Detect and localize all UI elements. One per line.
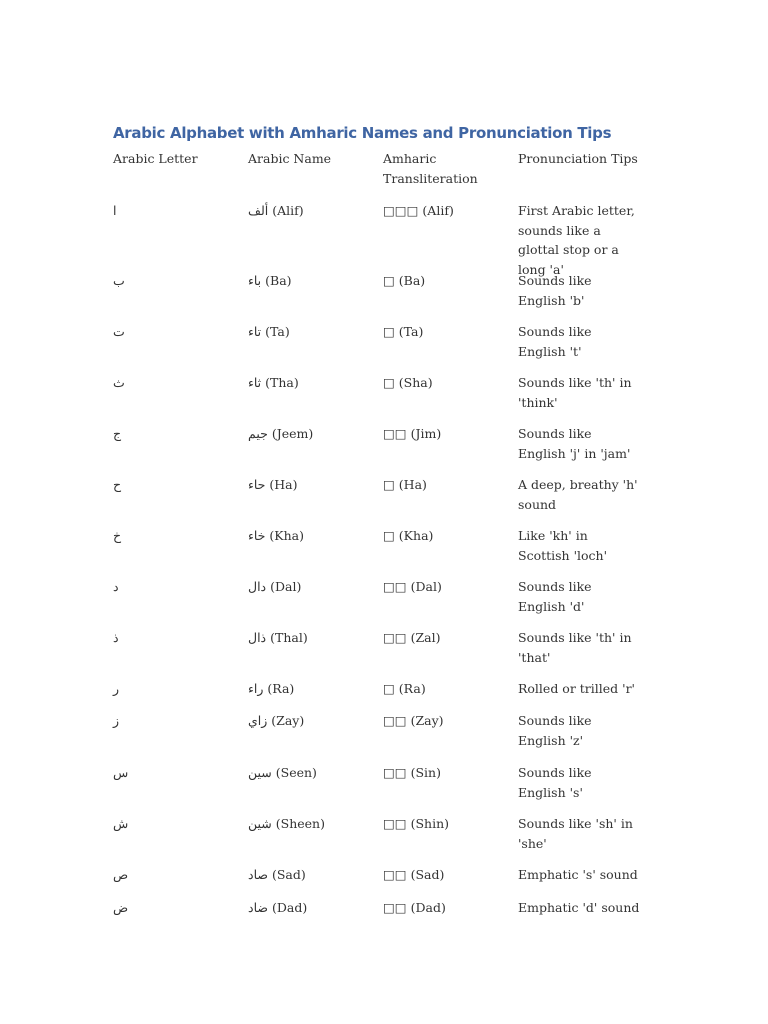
arabic-letter-cell	[113, 201, 248, 271]
table-row	[113, 526, 653, 577]
document-title: Arabic Alphabet with Amharic Names and Pronunciation Tips	[113, 124, 612, 142]
table-row	[113, 475, 653, 526]
arabic-letter: س	[113, 765, 129, 780]
amharic-script: □□	[383, 867, 407, 882]
amharic-transliteration-cell	[383, 763, 518, 814]
arabic-letter: ت	[113, 324, 125, 339]
pronunciation-tip-cell: A deep, breathy 'h' sound	[518, 477, 638, 512]
arabic-name-cell	[248, 526, 383, 577]
arabic-name-script: صاد	[248, 867, 268, 882]
pronunciation-tip-cell: Sounds like English 'j' in 'jam'	[518, 426, 631, 461]
arabic-name-latin: (Ha)	[269, 477, 298, 492]
arabic-name-cell	[248, 865, 383, 898]
amharic-script: □	[383, 681, 395, 696]
arabic-name-script: باء	[248, 273, 262, 288]
amharic-transliteration-cell	[383, 526, 518, 577]
table-row	[113, 322, 653, 373]
arabic-name-script: ثاء	[248, 375, 262, 390]
amharic-transliteration-cell	[383, 628, 518, 679]
arabic-name-script: ألف	[248, 203, 269, 218]
amharic-latin: (Shin)	[410, 816, 450, 831]
arabic-name-latin: (Seen)	[275, 765, 317, 780]
arabic-letter-cell	[113, 763, 248, 814]
arabic-name-cell	[248, 711, 383, 763]
amharic-transliteration-cell	[383, 577, 518, 628]
pronunciation-tip-cell: Sounds like English 's'	[518, 765, 592, 800]
amharic-transliteration-cell	[383, 373, 518, 424]
amharic-script: □	[383, 528, 395, 543]
arabic-name-cell	[248, 271, 383, 322]
pronunciation-tip-cell: Emphatic 'd' sound	[518, 900, 640, 915]
arabic-name-latin: (Sheen)	[275, 816, 325, 831]
arabic-letter-cell	[113, 865, 248, 898]
arabic-name-cell	[248, 628, 383, 679]
table-header-row	[113, 149, 653, 201]
amharic-transliteration-cell	[383, 322, 518, 373]
amharic-script: □□	[383, 713, 407, 728]
arabic-letter: ص	[113, 867, 129, 882]
table-row	[113, 679, 653, 711]
pronunciation-tip-cell: Sounds like 'th' in 'that'	[518, 630, 632, 665]
arabic-name-cell	[248, 201, 383, 271]
arabic-letter: خ	[113, 528, 122, 543]
arabic-letter: ب	[113, 273, 125, 288]
amharic-transliteration-cell	[383, 711, 518, 763]
amharic-script: □□	[383, 900, 407, 915]
amharic-script: □□	[383, 579, 407, 594]
table-row	[113, 577, 653, 628]
amharic-script: □□	[383, 765, 407, 780]
arabic-name-script: ضاد	[248, 900, 268, 915]
arabic-name-cell	[248, 475, 383, 526]
table-row	[113, 814, 653, 865]
amharic-script: □	[383, 324, 395, 339]
amharic-script: □	[383, 477, 395, 492]
arabic-letter-cell	[113, 577, 248, 628]
pronunciation-tip-cell: First Arabic letter, sounds like a glottal stop or a long 'a'	[518, 203, 635, 277]
amharic-script: □□	[383, 426, 407, 441]
table-row	[113, 898, 653, 931]
pronunciation-tip-cell: Sounds like 'sh' in 'she'	[518, 816, 633, 851]
amharic-latin: (Zay)	[410, 713, 444, 728]
table-row	[113, 711, 653, 763]
arabic-letter: ح	[113, 477, 122, 492]
arabic-name-cell	[248, 424, 383, 475]
pronunciation-tip-cell: Emphatic 's' sound	[518, 867, 638, 882]
arabic-letter-cell	[113, 679, 248, 711]
arabic-letter-cell	[113, 475, 248, 526]
amharic-latin: (Ba)	[398, 273, 426, 288]
arabic-name-script: سين	[248, 765, 272, 780]
arabic-letter: ز	[113, 713, 120, 728]
header-pronunciation-tips: Pronunciation Tips	[518, 151, 638, 166]
amharic-latin: (Dad)	[410, 900, 446, 915]
arabic-name-cell	[248, 322, 383, 373]
arabic-name-latin: (Ba)	[265, 273, 292, 288]
arabic-letter-cell	[113, 628, 248, 679]
arabic-name-script: شين	[248, 816, 272, 831]
arabic-letter: د	[113, 579, 119, 594]
arabic-name-cell	[248, 679, 383, 711]
amharic-latin: (Jim)	[410, 426, 442, 441]
amharic-transliteration-cell	[383, 271, 518, 322]
arabic-name-latin: (Tha)	[265, 375, 299, 390]
amharic-transliteration-cell	[383, 424, 518, 475]
arabic-name-script: جيم	[248, 426, 268, 441]
header-amharic-transliteration: Amharic Transliteration	[383, 151, 478, 186]
arabic-name-latin: (Dad)	[271, 900, 308, 915]
pronunciation-tip-cell: Like 'kh' in Scottish 'loch'	[518, 528, 608, 563]
arabic-name-latin: (Jeem)	[271, 426, 314, 441]
table-row	[113, 763, 653, 814]
arabic-letter: ذ	[113, 630, 119, 645]
arabic-letter: ا	[113, 203, 117, 218]
arabic-name-script: تاء	[248, 324, 262, 339]
amharic-script: □	[383, 375, 395, 390]
table-row	[113, 424, 653, 475]
amharic-transliteration-cell	[383, 814, 518, 865]
arabic-name-script: خاء	[248, 528, 266, 543]
pronunciation-tip-cell: Sounds like English 't'	[518, 324, 592, 359]
amharic-script: □□□	[383, 203, 419, 218]
amharic-latin: (Sad)	[410, 867, 445, 882]
arabic-name-latin: (Sad)	[271, 867, 306, 882]
amharic-transliteration-cell	[383, 679, 518, 711]
amharic-latin: (Dal)	[410, 579, 442, 594]
pronunciation-tip-cell: Rolled or trilled 'r'	[518, 681, 635, 696]
arabic-name-cell	[248, 898, 383, 931]
table-row	[113, 865, 653, 898]
table-row	[113, 271, 653, 322]
arabic-name-latin: (Alif)	[272, 203, 304, 218]
arabic-letter: ث	[113, 375, 125, 390]
arabic-letter: ض	[113, 900, 129, 915]
arabic-name-latin: (Dal)	[270, 579, 302, 594]
table-row	[113, 628, 653, 679]
amharic-script: □	[383, 273, 395, 288]
amharic-latin: (Kha)	[398, 528, 434, 543]
arabic-letter-cell	[113, 271, 248, 322]
arabic-name-latin: (Thal)	[270, 630, 308, 645]
arabic-name-script: زاي	[248, 713, 268, 728]
amharic-transliteration-cell	[383, 475, 518, 526]
arabic-letter-cell	[113, 322, 248, 373]
amharic-latin: (Ra)	[398, 681, 426, 696]
pronunciation-tip-cell: Sounds like English 'b'	[518, 273, 592, 308]
amharic-latin: (Alif)	[422, 203, 454, 218]
arabic-name-script: حاء	[248, 477, 266, 492]
alphabet-table	[113, 149, 653, 931]
amharic-transliteration-cell	[383, 201, 518, 271]
header-arabic-letter: Arabic Letter	[113, 151, 198, 166]
arabic-name-cell	[248, 577, 383, 628]
table-row	[113, 201, 653, 277]
amharic-latin: (Sin)	[410, 765, 441, 780]
amharic-latin: (Zal)	[410, 630, 441, 645]
amharic-transliteration-cell	[383, 865, 518, 898]
pronunciation-tip-cell: Sounds like English 'd'	[518, 579, 592, 614]
amharic-latin: (Ta)	[398, 324, 424, 339]
amharic-script: □□	[383, 630, 407, 645]
arabic-name-latin: (Ra)	[267, 681, 295, 696]
table-row	[113, 373, 653, 424]
arabic-name-cell	[248, 373, 383, 424]
amharic-transliteration-cell	[383, 898, 518, 931]
arabic-name-latin: (Kha)	[269, 528, 305, 543]
arabic-name-script: راء	[248, 681, 264, 696]
arabic-letter-cell	[113, 814, 248, 865]
pronunciation-tip-cell: Sounds like English 'z'	[518, 713, 592, 748]
arabic-name-script: ذال	[248, 630, 267, 645]
arabic-name-cell	[248, 763, 383, 814]
arabic-letter-cell	[113, 898, 248, 931]
arabic-letter: ش	[113, 816, 129, 831]
arabic-name-latin: (Ta)	[265, 324, 290, 339]
arabic-letter-cell	[113, 424, 248, 475]
arabic-letter-cell	[113, 526, 248, 577]
amharic-latin: (Sha)	[398, 375, 433, 390]
arabic-letter: ج	[113, 426, 122, 441]
amharic-script: □□	[383, 816, 407, 831]
header-arabic-name: Arabic Name	[248, 151, 332, 166]
arabic-name-script: دال	[248, 579, 267, 594]
arabic-name-cell	[248, 814, 383, 865]
arabic-name-latin: (Zay)	[271, 713, 305, 728]
pronunciation-tip-cell: Sounds like 'th' in 'think'	[518, 375, 632, 410]
arabic-letter-cell	[113, 711, 248, 763]
amharic-latin: (Ha)	[398, 477, 427, 492]
arabic-letter-cell	[113, 373, 248, 424]
arabic-letter: ر	[113, 681, 120, 696]
